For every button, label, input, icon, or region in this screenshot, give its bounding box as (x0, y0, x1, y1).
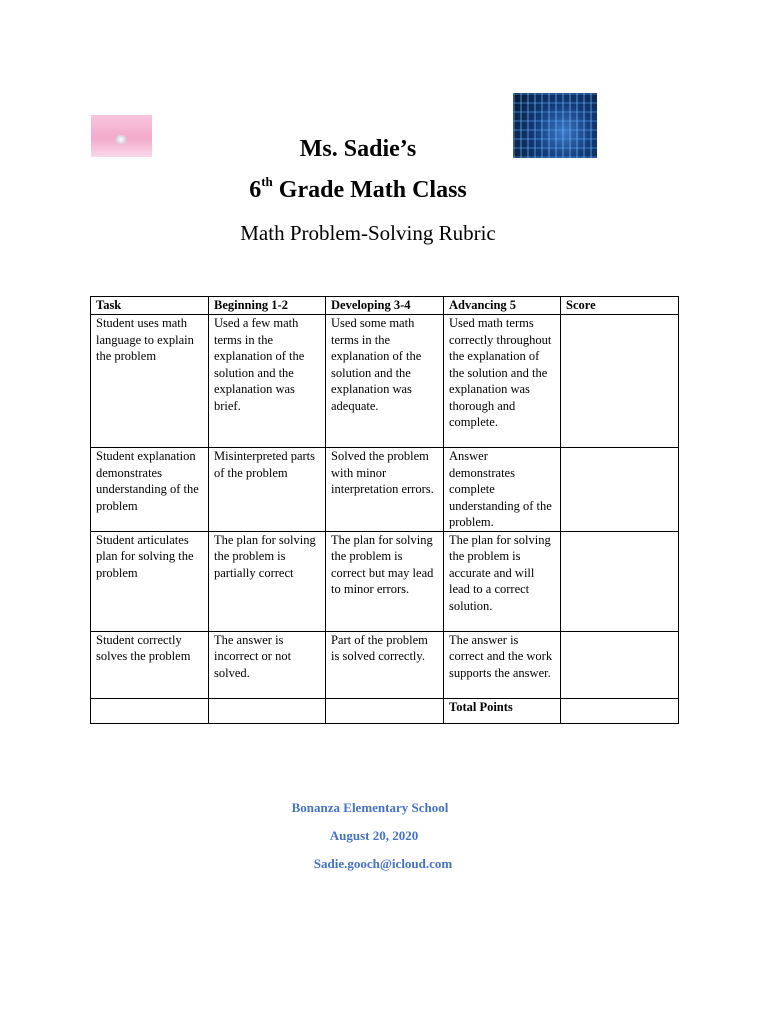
total-row (91, 698, 679, 723)
grade-number: 6 (249, 177, 262, 203)
rubric-table (90, 296, 679, 724)
score-cell (561, 531, 679, 631)
class-title: Ms. Sadie’s (299, 136, 417, 162)
table-cell: Used some math terms in the explanation of the solution and the explanation was adequate. (326, 315, 444, 448)
table-cell: The plan for solving the problem is correct but may lead to minor errors. (326, 531, 444, 631)
table-cell: The answer is correct and the work supports the answer. (444, 631, 561, 698)
grade-rest: Grade Math Class (272, 177, 467, 203)
header-task: Task (91, 297, 209, 315)
score-cell (561, 315, 679, 448)
empty-cell (209, 698, 326, 723)
header-advancing: Advancing 5 (444, 297, 561, 315)
table-cell: Part of the problem is solved correctly. (326, 631, 444, 698)
table-cell: Used math terms correctly throughout the explanation of the solution and the explanation was thorough and complete. (444, 315, 561, 448)
table-cell: Used a few math terms in the explanation of the solution and the explanation was brief. (209, 315, 326, 448)
empty-cell (326, 698, 444, 723)
grade-suffix: th (261, 174, 273, 189)
table-row (91, 631, 679, 698)
table-cell: The answer is incorrect or not solved. (209, 631, 326, 698)
empty-cell (91, 698, 209, 723)
table-cell: Student correctly solves the problem (91, 631, 209, 698)
score-cell (561, 448, 679, 532)
contact-email: Sadie.gooch@icloud.com (313, 856, 453, 871)
total-score-cell (561, 698, 679, 723)
table-cell: The plan for solving the problem is accurate and will lead to a correct solution. (444, 531, 561, 631)
table-header-row (91, 297, 679, 315)
rubric-subtitle: Math Problem-Solving Rubric (240, 221, 496, 245)
table-cell: The plan for solving the problem is partially correct (209, 531, 326, 631)
table-cell: Student articulates plan for solving the problem (91, 531, 209, 631)
table-cell: Solved the problem with minor interpretation errors. (326, 448, 444, 532)
table-row (91, 531, 679, 631)
header-score: Score (561, 297, 679, 315)
score-cell (561, 631, 679, 698)
table-row (91, 315, 679, 448)
table-row (91, 448, 679, 532)
table-cell: Student uses math language to explain the problem (91, 315, 209, 448)
table-cell: Student explanation demonstrates understanding of the problem (91, 448, 209, 532)
header-developing: Developing 3-4 (326, 297, 444, 315)
table-cell: Misinterpreted parts of the problem (209, 448, 326, 532)
table-cell: Answer demonstrates complete understanding of the problem. (444, 448, 561, 532)
total-points-label: Total Points (444, 698, 561, 723)
grade-class-title (0, 175, 716, 205)
header-beginning: Beginning 1-2 (209, 297, 326, 315)
document-date: August 20, 2020 (329, 828, 419, 843)
school-name: Bonanza Elementary School (291, 800, 449, 815)
